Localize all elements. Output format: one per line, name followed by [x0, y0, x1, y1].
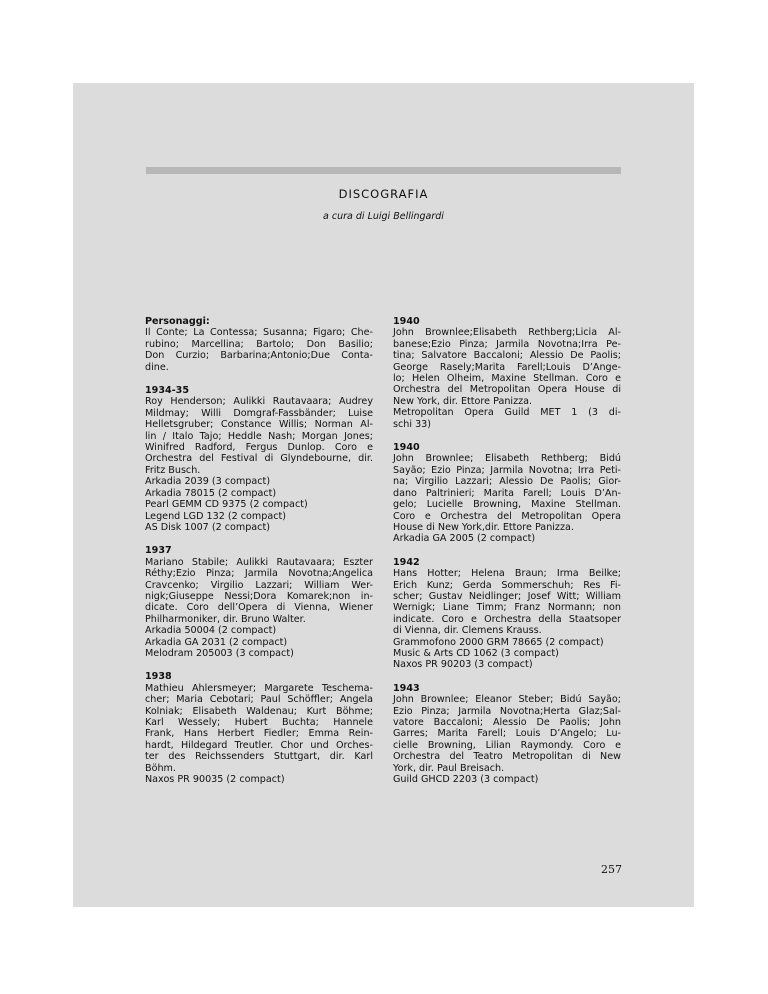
entry-heading: Personaggi:: [145, 316, 210, 327]
entry-heading: 1940: [393, 316, 420, 327]
entry-line: Naxos PR 90203 (3 compact): [393, 659, 533, 671]
entry-line: Orchestra del Festival di Glyndebourne, dir.: [145, 453, 373, 465]
entry-line: lin / Italo Tajo; Heddle Nash; Morgan Jones;: [145, 430, 373, 442]
entry-line: New York, dir. Ettore Panizza.: [393, 395, 533, 407]
entry-line: dicate. Coro dell’Opera di Vienna, Wiener: [145, 602, 373, 614]
page-subtitle: a cura di Luigi Bellingardi: [323, 211, 444, 222]
entry-line: John Brownlee; Eleanor Steber; Bidú Sayão;: [393, 694, 621, 706]
entry-line: Sayão; Ezio Pinza; Jarmila Novotna; Irra Peti-: [393, 464, 621, 476]
entry-line: Fritz Busch.: [145, 464, 201, 476]
discography-entry: [393, 316, 621, 430]
entry-heading: 1934-35: [145, 385, 190, 397]
entry-line: Music & Arts CD 1062 (3 compact): [393, 647, 559, 659]
entry-line: cher; Maria Cebotari; Paul Schöffler; Angela: [145, 694, 373, 706]
right-column: [393, 316, 621, 797]
entry-line: tina; Salvatore Baccaloni; Alessio De Paolis;: [393, 350, 621, 362]
left-column: [145, 316, 373, 797]
entry-line: John Brownlee; Elisabeth Rethberg; Bidú: [393, 453, 621, 465]
entry-line: banese;Ezio Pinza; Jarmila Novotna;Irra Pe-: [393, 338, 621, 350]
entry-line: John Brownlee;Elisabeth Rethberg;Licia Al-: [393, 327, 621, 339]
entry-line: Hans Hotter; Helena Braun; Irma Beilke;: [393, 568, 621, 580]
entry-line: dano Paltrinieri; Marita Farell; Louis D’An-: [393, 487, 621, 499]
entry-line: Ezio Pinza; Jarmila Novotna;Herta Glaz;Sal-: [393, 705, 621, 717]
entry-line: House di New York,dir. Ettore Panizza.: [393, 521, 574, 533]
discography-entry: [145, 545, 373, 659]
entry-line: gelo; Lucielle Browning, Maxine Stellman.: [393, 499, 621, 511]
entry-line: AS Disk 1007 (2 compact): [145, 521, 270, 533]
entry-line: Legend LGD 132 (2 compact): [145, 510, 287, 522]
entry-line: Melodram 205003 (3 compact): [145, 647, 294, 659]
entry-line: Wernigk; Liane Timm; Franz Normann; non: [393, 602, 621, 614]
entry-line: Garres; Marita Farell; Louis D’Angelo; Lu-: [393, 728, 621, 740]
header-rule: [146, 167, 621, 174]
entry-line: di Vienna, dir. Clemens Krauss.: [393, 625, 542, 637]
entry-line: lo; Helen Olheim, Maxine Stellman. Coro e: [393, 373, 621, 385]
entry-line: George Rasely;Marita Farell;Louis D’Ange-: [393, 361, 621, 373]
entry-line: Böhm.: [145, 762, 176, 774]
entry-line: hardt, Hildegard Treutler. Chor und Orches-: [145, 739, 373, 751]
discography-entry: [393, 442, 621, 545]
entry-line: Mildmay; Willi Domgraf-Fassbänder; Luise: [145, 407, 373, 419]
entry-line: Orchestra del Metropolitan Opera House di: [393, 384, 621, 396]
entry-line: indicate. Coro e Orchestra della Staatsoper: [393, 613, 621, 625]
entry-line: Philharmoniker, dir. Bruno Walter.: [145, 613, 306, 625]
entry-line: Metropolitan Opera Guild MET 1 (3 di-: [393, 407, 621, 419]
entry-line: Orchestra del Teatro Metropolitan di New: [393, 751, 621, 763]
entry-line: Pearl GEMM CD 9375 (2 compact): [145, 499, 308, 511]
entry-line: nigk;Giuseppe Nessi;Dora Komarek;non in-: [145, 590, 373, 602]
entry-line: Roy Henderson; Aulikki Rautavaara; Audrey: [145, 396, 373, 408]
entry-line: Arkadia 50004 (2 compact): [145, 625, 277, 637]
entry-heading: 1942: [393, 556, 420, 568]
entry-line: Don Curzio; Barbarina;Antonio;Due Conta-: [145, 350, 373, 362]
entry-heading: 1937: [145, 545, 172, 557]
entry-line: Grammofono 2000 GRM 78665 (2 compact): [393, 636, 604, 648]
entry-line: dine.: [145, 361, 169, 373]
entry-line: Frank, Hans Herbert Fiedler; Emma Rein-: [145, 728, 373, 740]
entry-heading: 1943: [393, 682, 420, 694]
entry-heading: 1938: [145, 671, 172, 683]
entry-line: Winifred Radford, Fergus Dunlop. Coro e: [145, 442, 373, 454]
entry-line: Helletsgruber; Constance Willis; Norman Al-: [145, 419, 373, 431]
entry-line: vatore Baccaloni; Alessio De Paolis; John: [393, 717, 621, 728]
entry-line: York, dir. Paul Breisach.: [393, 762, 505, 774]
entry-line: na; Virgilio Lazzari; Alessio De Paolis; Gior-: [393, 476, 621, 488]
entry-line: schi 33): [393, 418, 432, 430]
entry-heading: 1940: [393, 442, 420, 454]
document-page: [73, 83, 694, 907]
entry-line: Mathieu Ahlersmeyer; Margarete Teschema-: [145, 682, 373, 694]
discography-entry: [145, 671, 373, 785]
entry-line: Arkadia 78015 (2 compact): [145, 487, 277, 499]
entry-line: scher; Gustav Neidlinger; Josef Witt; William: [393, 590, 621, 602]
entry-line: Naxos PR 90035 (2 compact): [145, 774, 285, 786]
entry-line: Coro e Orchestra del Metropolitan Opera: [393, 510, 621, 522]
discography-entry: [393, 683, 621, 786]
entry-line: Kolniak; Elisabeth Waldenau; Kurt Böhme;: [145, 705, 373, 717]
entry-line: Réthy;Ezio Pinza; Jarmila Novotna;Angelica: [145, 568, 373, 580]
entry-line: Arkadia 2039 (3 compact): [145, 476, 271, 488]
discography-entry: [393, 557, 621, 671]
entry-line: Karl Wessely; Hubert Buchta; Hannele: [145, 717, 373, 728]
discography-entry: [145, 385, 373, 533]
entry-line: Cravcenko; Virgilio Lazzari; William Wer-: [145, 579, 373, 591]
page-number: 257: [601, 863, 622, 876]
discography-entry: [145, 316, 373, 373]
entry-line: Arkadia GA 2005 (2 compact): [393, 533, 536, 545]
entry-line: Il Conte; La Contessa; Susanna; Figaro; Che-: [145, 327, 373, 339]
entry-line: rubino; Marcellina; Bartolo; Don Basilio;: [145, 338, 373, 350]
entry-line: cielle Browning, Lilian Raymondy. Coro e: [393, 739, 621, 751]
entry-line: Mariano Stabile; Aulikki Rautavaara; Eszter: [145, 556, 373, 568]
entry-line: ter des Reichssenders Stuttgart, dir. Karl: [145, 751, 373, 763]
entry-line: Guild GHCD 2203 (3 compact): [393, 774, 539, 786]
page-title: DISCOGRAFIA: [338, 187, 429, 201]
entry-line: Erich Kunz; Gerda Sommerschuh; Res Fi-: [393, 579, 621, 591]
entry-line: Arkadia GA 2031 (2 compact): [145, 636, 288, 648]
